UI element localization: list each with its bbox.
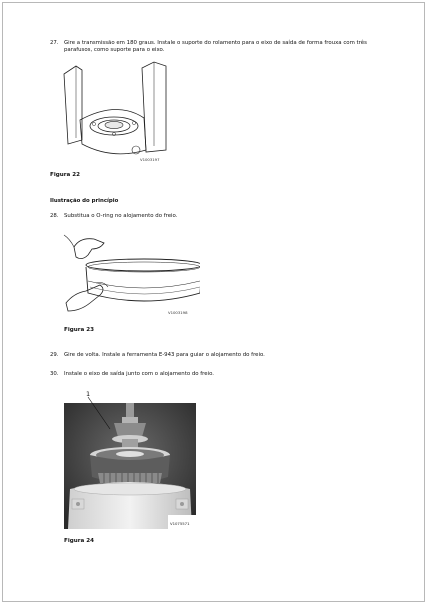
step-30 bbox=[50, 371, 390, 379]
step-number: 30. bbox=[50, 371, 59, 377]
figure-22-illustration bbox=[62, 60, 172, 164]
figure-code: V1003197 bbox=[140, 157, 160, 162]
step-29 bbox=[50, 352, 390, 360]
figure-23-caption: Figura 23 bbox=[64, 327, 94, 333]
step-text: Gire a transmissão em 180 graus. Instale o suporte do rolamento para o eixo de saída de forma frouxa com três parafusos, como suporte para o eixo. bbox=[64, 40, 367, 54]
callout-leader-line bbox=[86, 396, 116, 432]
figure-24-photo bbox=[64, 403, 196, 529]
step-number: 27. bbox=[50, 40, 59, 46]
figure-code: V1075571 bbox=[170, 521, 190, 526]
subheading: Ilustração do princípio bbox=[50, 198, 119, 204]
figure-code: V1003198 bbox=[168, 310, 188, 315]
figure-22-caption: Figura 22 bbox=[50, 172, 80, 178]
step-text: Substitua o O-ring no alojamento do freio. bbox=[64, 213, 178, 219]
figure-24-callout-number: 1 bbox=[86, 390, 91, 398]
step-text: Gire de volta. Instale a ferramenta E-943 para guiar o alojamento do freio. bbox=[64, 352, 265, 358]
step-number: 28. bbox=[50, 213, 59, 219]
step-27 bbox=[50, 40, 390, 56]
figure-24-caption: Figura 24 bbox=[64, 538, 94, 544]
figure-23-illustration bbox=[60, 233, 200, 317]
step-28 bbox=[50, 213, 390, 221]
step-text: Instale o eixo de saída junto com o alojamento do freio. bbox=[64, 371, 214, 377]
step-number: 29. bbox=[50, 352, 59, 358]
